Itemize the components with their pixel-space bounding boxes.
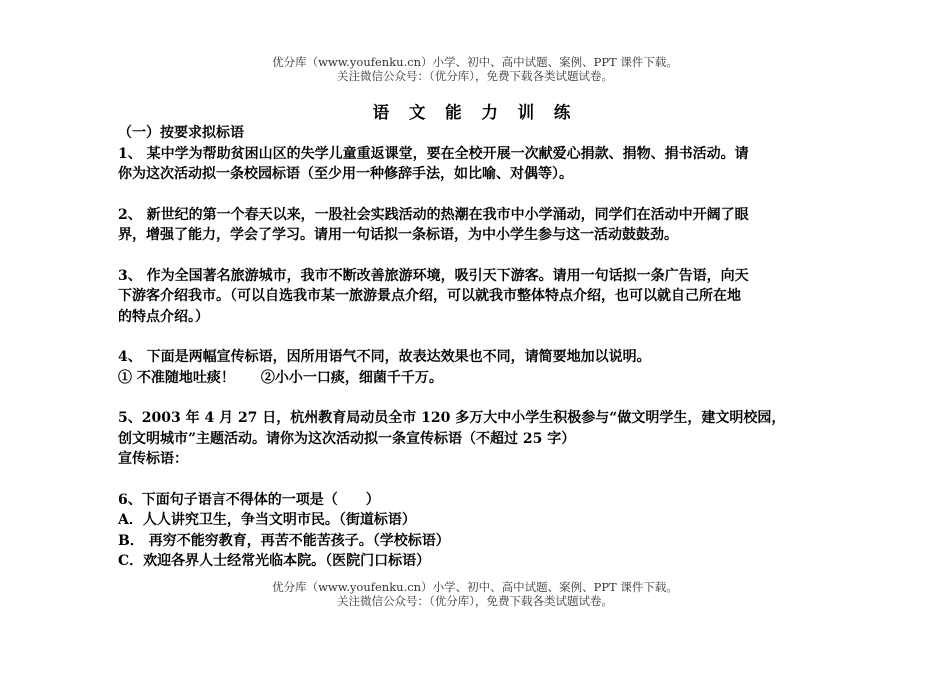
question-4-line-1: 4、 下面是两幅宣传标语，因所用语气不同，故表达效果也不同，请简要地加以说明。 xyxy=(118,349,651,365)
answer-space xyxy=(118,185,836,205)
footer-line-1: 优分库（www.youfenku.cn）小学、初中、高中试题、案例、PPT 课件下载。 xyxy=(272,580,678,594)
header-watermark xyxy=(0,55,950,83)
question-4-option-2: ②小小一口痰，细菌千千万。 xyxy=(260,369,443,386)
section-heading: （一）按要求拟标语 xyxy=(118,125,244,141)
question-5-line-1: 5、2003 年 4 月 27 日，杭州教育局动员全市 120 多万大中小学生积极参与“做文明学生，建文明校园， xyxy=(118,410,786,426)
answer-space xyxy=(118,327,836,347)
question-3-line-2: 下游客介绍我市。（可以自选我市某一旅游景点介绍，可以就我市整体特点介绍，也可以就自己所在地 xyxy=(118,288,741,304)
footer-line-2: 关注微信公众号：（优分库），免费下载各类试题试卷。 xyxy=(337,594,613,608)
document-body xyxy=(118,123,836,572)
answer-space xyxy=(118,470,836,490)
question-5-line-2: 创文明城市”主题活动。请你为这次活动拟一条宣传标语（不超过 25 字） xyxy=(118,430,576,447)
question-1-line-2: 你为这次活动拟一条校园标语（至少用一种修辞手法，如比喻、对偶等）。 xyxy=(118,166,573,182)
question-2-line-2: 界，增强了能力，学会了学习。请用一句话拟一条标语，为中小学生参与这一活动鼓鼓劲。 xyxy=(118,227,678,243)
header-line-1: 优分库（www.youfenku.cn）小学、初中、高中试题、案例、PPT 课件下载。 xyxy=(272,55,678,69)
question-5-slogan-label: 宣传标语： xyxy=(118,451,188,467)
question-6-option-c: C．欢迎各界人士经常光临本院。（医院门口标语） xyxy=(118,553,431,569)
question-3-line-1: 3、 作为全国著名旅游城市，我市不断改善旅游环境，吸引天下游客。请用一句话拟一条广告语，向天 xyxy=(118,267,749,284)
question-2-line-1: 2、 新世纪的第一个春天以来，一股社会实践活动的热潮在我市中小学涌动，同学们在活动中开阔了眼 xyxy=(118,206,749,223)
header-line-2: 关注微信公众号：（优分库），免费下载各类试题试卷。 xyxy=(337,69,613,83)
question-1-line-1: 1、 某中学为帮助贫困山区的失学儿童重返课堂，要在全校开展一次献爱心捐款、捐物、捐书活动。请 xyxy=(118,145,749,162)
question-6-option-a: A．人人讲究卫生，争当文明市民。（街道标语） xyxy=(118,512,416,528)
footer-watermark xyxy=(0,580,950,608)
question-6-line-1: 6、下面句子语言不得体的一项是（ ） xyxy=(118,491,380,508)
question-4-options xyxy=(118,368,836,389)
question-4-option-1: ① 不准随地吐痰！ xyxy=(118,369,235,386)
question-6-option-b: B． 再穷不能穷教育，再苦不能苦孩子。（学校标语） xyxy=(118,532,450,549)
question-3-line-3: 的特点介绍。） xyxy=(118,308,209,325)
answer-space xyxy=(118,388,836,408)
page-title: 语 文 能 力 训 练 xyxy=(372,103,578,122)
answer-space xyxy=(118,246,836,266)
